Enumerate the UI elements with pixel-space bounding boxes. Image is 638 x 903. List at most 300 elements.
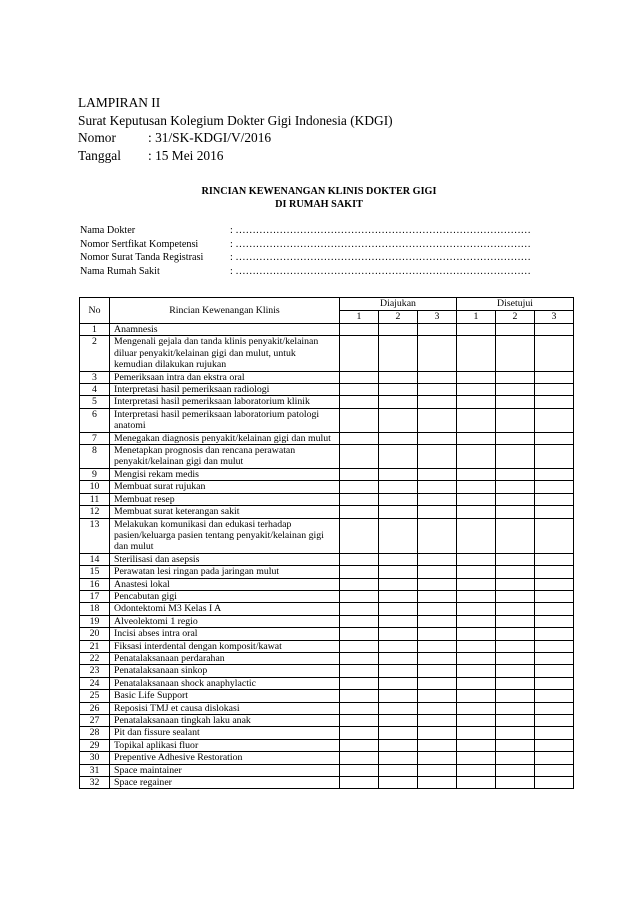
checkbox-cell-diajukan-2[interactable] (379, 677, 418, 689)
checkbox-cell-disetujui-1[interactable] (457, 665, 496, 677)
row-number: 15 (80, 566, 110, 578)
checkbox-cell-diajukan-2[interactable] (379, 702, 418, 714)
checkbox-cell-diajukan-2[interactable] (379, 590, 418, 602)
checkbox-cell-diajukan-1[interactable] (340, 506, 379, 518)
row-number: 21 (80, 640, 110, 652)
checkbox-cell-diajukan-1[interactable] (340, 727, 379, 739)
table-row (80, 408, 574, 432)
checkbox-cell-disetujui-3[interactable] (535, 384, 574, 396)
checkbox-cell-disetujui-1[interactable] (457, 690, 496, 702)
checkbox-cell-diajukan-2[interactable] (379, 506, 418, 518)
checkbox-cell-disetujui-1[interactable] (457, 677, 496, 689)
table-row (80, 764, 574, 776)
kewenangan-table (79, 297, 574, 789)
row-number: 10 (80, 481, 110, 493)
checkbox-cell-diajukan-1[interactable] (340, 553, 379, 565)
field-label: Nama Dokter (80, 225, 136, 236)
row-description: Interpretasi hasil pemeriksaan laboratorium klinik (110, 396, 340, 408)
checkbox-cell-disetujui-1[interactable] (457, 764, 496, 776)
checkbox-cell-disetujui-1[interactable] (457, 777, 496, 789)
row-description: Anamnesis (110, 324, 340, 336)
checkbox-cell-disetujui-2[interactable] (496, 468, 535, 480)
checkbox-cell-diajukan-3[interactable] (418, 677, 457, 689)
checkbox-cell-disetujui-2[interactable] (496, 665, 535, 677)
checkbox-cell-disetujui-3[interactable] (535, 445, 574, 469)
subcol-disetujui-3: 3 (535, 311, 574, 324)
field-label: Nomor Sertfikat Kompetensi (80, 238, 199, 250)
row-number: 28 (80, 727, 110, 739)
checkbox-cell-diajukan-3[interactable] (418, 590, 457, 602)
checkbox-cell-disetujui-1[interactable] (457, 727, 496, 739)
row-number: 7 (80, 432, 110, 444)
checkbox-cell-disetujui-3[interactable] (535, 640, 574, 652)
checkbox-cell-disetujui-2[interactable] (496, 553, 535, 565)
row-number: 4 (80, 384, 110, 396)
tanggal-value: : 15 Mei 2016 (148, 147, 224, 163)
checkbox-cell-disetujui-2[interactable] (496, 690, 535, 702)
row-description: Penatalaksanaan shock anaphylactic (110, 677, 340, 689)
checkbox-cell-disetujui-1[interactable] (457, 336, 496, 371)
checkbox-cell-diajukan-2[interactable] (379, 603, 418, 615)
checkbox-cell-disetujui-3[interactable] (535, 715, 574, 727)
checkbox-cell-diajukan-2[interactable] (379, 690, 418, 702)
checkbox-cell-diajukan-1[interactable] (340, 566, 379, 578)
checkbox-cell-disetujui-2[interactable] (496, 702, 535, 714)
tanggal-label: Tanggal (78, 147, 121, 163)
row-description: Penatalaksanaan tingkah laku anak (110, 715, 340, 727)
table-row (80, 396, 574, 408)
checkbox-cell-disetujui-1[interactable] (457, 518, 496, 553)
row-description: Fiksasi interdental dengan komposit/kawat (110, 640, 340, 652)
checkbox-cell-diajukan-2[interactable] (379, 777, 418, 789)
row-number: 9 (80, 468, 110, 480)
checkbox-cell-diajukan-3[interactable] (418, 324, 457, 336)
checkbox-cell-disetujui-2[interactable] (496, 324, 535, 336)
checkbox-cell-disetujui-1[interactable] (457, 702, 496, 714)
checkbox-cell-disetujui-3[interactable] (535, 739, 574, 751)
checkbox-cell-disetujui-2[interactable] (496, 408, 535, 432)
checkbox-cell-diajukan-1[interactable] (340, 665, 379, 677)
checkbox-cell-disetujui-3[interactable] (535, 553, 574, 565)
col-header-disetujui: Disetujui (457, 298, 574, 311)
checkbox-cell-disetujui-2[interactable] (496, 764, 535, 776)
checkbox-cell-disetujui-3[interactable] (535, 702, 574, 714)
row-number: 25 (80, 690, 110, 702)
title-line-1: RINCIAN KEWENANGAN KLINIS DOKTER GIGI (201, 186, 437, 197)
checkbox-cell-disetujui-3[interactable] (535, 432, 574, 444)
checkbox-cell-diajukan-3[interactable] (418, 764, 457, 776)
checkbox-cell-diajukan-2[interactable] (379, 739, 418, 751)
checkbox-cell-diajukan-2[interactable] (379, 432, 418, 444)
checkbox-cell-diajukan-1[interactable] (340, 715, 379, 727)
checkbox-cell-disetujui-3[interactable] (535, 324, 574, 336)
checkbox-cell-diajukan-3[interactable] (418, 603, 457, 615)
checkbox-cell-diajukan-1[interactable] (340, 432, 379, 444)
checkbox-cell-disetujui-2[interactable] (496, 603, 535, 615)
checkbox-cell-disetujui-1[interactable] (457, 468, 496, 480)
checkbox-cell-disetujui-1[interactable] (457, 553, 496, 565)
checkbox-cell-diajukan-1[interactable] (340, 777, 379, 789)
checkbox-cell-diajukan-3[interactable] (418, 432, 457, 444)
checkbox-cell-diajukan-1[interactable] (340, 336, 379, 371)
checkbox-cell-diajukan-1[interactable] (340, 468, 379, 480)
table-row (80, 739, 574, 751)
checkbox-cell-diajukan-2[interactable] (379, 727, 418, 739)
table-row (80, 727, 574, 739)
header-tanggal-row (78, 147, 393, 165)
checkbox-cell-diajukan-2[interactable] (379, 578, 418, 590)
checkbox-cell-disetujui-2[interactable] (496, 432, 535, 444)
checkbox-cell-diajukan-3[interactable] (418, 481, 457, 493)
row-description: Interpretasi hasil pemeriksaan laboratorium patologi anatomi (110, 408, 340, 432)
nomor-value: : 31/SK-KDGI/V/2016 (148, 130, 272, 145)
checkbox-cell-diajukan-2[interactable] (379, 652, 418, 664)
table-row (80, 640, 574, 652)
table-row (80, 590, 574, 602)
row-description: Pencabutan gigi (110, 590, 340, 602)
checkbox-cell-diajukan-3[interactable] (418, 615, 457, 627)
checkbox-cell-diajukan-1[interactable] (340, 445, 379, 469)
checkbox-cell-disetujui-2[interactable] (496, 506, 535, 518)
checkbox-cell-diajukan-3[interactable] (418, 640, 457, 652)
checkbox-cell-diajukan-3[interactable] (418, 566, 457, 578)
row-number: 1 (80, 324, 110, 336)
checkbox-cell-diajukan-2[interactable] (379, 396, 418, 408)
row-description: Space regainer (110, 777, 340, 789)
col-header-no: No (80, 298, 110, 324)
row-description: Anastesi lokal (110, 578, 340, 590)
checkbox-cell-diajukan-2[interactable] (379, 371, 418, 383)
row-number: 12 (80, 506, 110, 518)
table-row (80, 481, 574, 493)
row-number: 20 (80, 628, 110, 640)
checkbox-cell-diajukan-3[interactable] (418, 553, 457, 565)
checkbox-cell-diajukan-3[interactable] (418, 396, 457, 408)
row-description: Odontektomi M3 Kelas I A (110, 603, 340, 615)
checkbox-cell-disetujui-2[interactable] (496, 384, 535, 396)
row-number: 8 (80, 445, 110, 469)
checkbox-cell-disetujui-3[interactable] (535, 468, 574, 480)
checkbox-cell-disetujui-3[interactable] (535, 518, 574, 553)
checkbox-cell-disetujui-1[interactable] (457, 506, 496, 518)
table-row (80, 371, 574, 383)
checkbox-cell-diajukan-2[interactable] (379, 481, 418, 493)
row-number: 3 (80, 371, 110, 383)
checkbox-cell-disetujui-1[interactable] (457, 408, 496, 432)
row-number: 16 (80, 578, 110, 590)
table-row (80, 665, 574, 677)
table-row (80, 715, 574, 727)
row-description: Membuat surat rujukan (110, 481, 340, 493)
checkbox-cell-diajukan-3[interactable] (418, 493, 457, 505)
field-value-blank: : …………………………………………………………………………… (230, 265, 531, 277)
checkbox-cell-disetujui-3[interactable] (535, 371, 574, 383)
row-description: Space maintainer (110, 764, 340, 776)
checkbox-cell-disetujui-1[interactable] (457, 578, 496, 590)
checkbox-cell-disetujui-3[interactable] (535, 603, 574, 615)
table-row (80, 615, 574, 627)
checkbox-cell-disetujui-1[interactable] (457, 739, 496, 751)
checkbox-cell-disetujui-3[interactable] (535, 590, 574, 602)
checkbox-cell-disetujui-2[interactable] (496, 590, 535, 602)
table-row (80, 384, 574, 396)
checkbox-cell-diajukan-2[interactable] (379, 566, 418, 578)
checkbox-cell-disetujui-1[interactable] (457, 590, 496, 602)
checkbox-cell-diajukan-2[interactable] (379, 408, 418, 432)
checkbox-cell-disetujui-3[interactable] (535, 396, 574, 408)
checkbox-cell-diajukan-1[interactable] (340, 739, 379, 751)
checkbox-cell-disetujui-3[interactable] (535, 408, 574, 432)
subcol-diajukan-1: 1 (340, 311, 379, 324)
row-number: 19 (80, 615, 110, 627)
row-description: Mengenali gejala dan tanda klinis penyakit/kelainan diluar penyakit/kelainan gigi dan mulut, untuk kemudian dilakukan rujukan (110, 336, 340, 371)
checkbox-cell-disetujui-3[interactable] (535, 481, 574, 493)
checkbox-cell-disetujui-3[interactable] (535, 752, 574, 764)
row-number: 5 (80, 396, 110, 408)
subcol-diajukan-3: 3 (418, 311, 457, 324)
table-row (80, 553, 574, 565)
row-number: 2 (80, 336, 110, 371)
checkbox-cell-disetujui-2[interactable] (496, 677, 535, 689)
checkbox-cell-disetujui-1[interactable] (457, 432, 496, 444)
checkbox-cell-disetujui-3[interactable] (535, 615, 574, 627)
checkbox-cell-disetujui-1[interactable] (457, 384, 496, 396)
checkbox-cell-disetujui-2[interactable] (496, 493, 535, 505)
checkbox-cell-disetujui-1[interactable] (457, 371, 496, 383)
checkbox-cell-disetujui-3[interactable] (535, 777, 574, 789)
checkbox-cell-diajukan-1[interactable] (340, 590, 379, 602)
checkbox-cell-disetujui-2[interactable] (496, 652, 535, 664)
field-row-sertifikat (80, 238, 560, 252)
checkbox-cell-diajukan-1[interactable] (340, 481, 379, 493)
row-number: 31 (80, 764, 110, 776)
field-value-blank: : …………………………………………………………………………… (230, 252, 531, 263)
checkbox-cell-disetujui-2[interactable] (496, 518, 535, 553)
checkbox-cell-disetujui-2[interactable] (496, 715, 535, 727)
checkbox-cell-diajukan-3[interactable] (418, 445, 457, 469)
checkbox-cell-diajukan-1[interactable] (340, 628, 379, 640)
row-description: Penatalaksanaan perdarahan (110, 652, 340, 664)
checkbox-cell-disetujui-2[interactable] (496, 739, 535, 751)
checkbox-cell-diajukan-3[interactable] (418, 336, 457, 371)
identity-fields (80, 224, 560, 278)
header-line-surat: Surat Keputusan Kolegium Dokter Gigi Indonesia (KDGI) (78, 112, 393, 128)
checkbox-cell-diajukan-1[interactable] (340, 384, 379, 396)
checkbox-cell-disetujui-2[interactable] (496, 628, 535, 640)
checkbox-cell-diajukan-3[interactable] (418, 665, 457, 677)
checkbox-cell-disetujui-1[interactable] (457, 493, 496, 505)
checkbox-cell-disetujui-1[interactable] (457, 603, 496, 615)
header-line-lampiran: LAMPIRAN II (78, 95, 161, 110)
table-row (80, 336, 574, 371)
checkbox-cell-diajukan-3[interactable] (418, 371, 457, 383)
checkbox-cell-diajukan-3[interactable] (418, 715, 457, 727)
table-row (80, 506, 574, 518)
checkbox-cell-diajukan-2[interactable] (379, 324, 418, 336)
checkbox-cell-disetujui-3[interactable] (535, 665, 574, 677)
title-line-2: DI RUMAH SAKIT (275, 199, 363, 210)
checkbox-cell-diajukan-2[interactable] (379, 468, 418, 480)
checkbox-cell-disetujui-3[interactable] (535, 652, 574, 664)
checkbox-cell-disetujui-3[interactable] (535, 493, 574, 505)
checkbox-cell-diajukan-1[interactable] (340, 690, 379, 702)
checkbox-cell-diajukan-2[interactable] (379, 628, 418, 640)
checkbox-cell-disetujui-1[interactable] (457, 615, 496, 627)
checkbox-cell-disetujui-1[interactable] (457, 715, 496, 727)
row-description: Interpretasi hasil pemeriksaan radiologi (110, 384, 340, 396)
checkbox-cell-diajukan-3[interactable] (418, 739, 457, 751)
row-number: 14 (80, 553, 110, 565)
header-nomor-row (78, 129, 393, 147)
checkbox-cell-diajukan-1[interactable] (340, 493, 379, 505)
checkbox-cell-diajukan-1[interactable] (340, 603, 379, 615)
checkbox-cell-disetujui-2[interactable] (496, 640, 535, 652)
subcol-disetujui-2: 2 (496, 311, 535, 324)
checkbox-cell-disetujui-3[interactable] (535, 727, 574, 739)
checkbox-cell-diajukan-1[interactable] (340, 702, 379, 714)
row-description: Reposisi TMJ et causa dislokasi (110, 702, 340, 714)
document-title (0, 185, 638, 211)
checkbox-cell-disetujui-1[interactable] (457, 396, 496, 408)
checkbox-cell-diajukan-1[interactable] (340, 764, 379, 776)
field-label: Nomor Surat Tanda Registrasi (80, 252, 204, 263)
checkbox-cell-diajukan-3[interactable] (418, 518, 457, 553)
row-number: 24 (80, 677, 110, 689)
checkbox-cell-disetujui-2[interactable] (496, 396, 535, 408)
row-description: Mengisi rekam medis (110, 468, 340, 480)
table-row (80, 677, 574, 689)
checkbox-cell-diajukan-1[interactable] (340, 615, 379, 627)
row-description: Incisi abses intra oral (110, 628, 340, 640)
checkbox-cell-diajukan-2[interactable] (379, 665, 418, 677)
field-label: Nama Rumah Sakit (80, 265, 160, 277)
checkbox-cell-diajukan-2[interactable] (379, 615, 418, 627)
checkbox-cell-diajukan-2[interactable] (379, 764, 418, 776)
checkbox-cell-diajukan-2[interactable] (379, 493, 418, 505)
row-description: Penatalaksanaan sinkop (110, 665, 340, 677)
row-description: Pit dan fissure sealant (110, 727, 340, 739)
field-row-nama-dokter (80, 224, 560, 238)
checkbox-cell-diajukan-2[interactable] (379, 640, 418, 652)
row-number: 32 (80, 777, 110, 789)
checkbox-cell-diajukan-1[interactable] (340, 578, 379, 590)
checkbox-cell-diajukan-1[interactable] (340, 652, 379, 664)
checkbox-cell-disetujui-3[interactable] (535, 506, 574, 518)
table-row (80, 445, 574, 469)
row-description: Basic Life Support (110, 690, 340, 702)
checkbox-cell-disetujui-3[interactable] (535, 677, 574, 689)
checkbox-cell-diajukan-3[interactable] (418, 752, 457, 764)
checkbox-cell-diajukan-2[interactable] (379, 336, 418, 371)
table-row (80, 324, 574, 336)
row-description: Alveolektomi 1 regio (110, 615, 340, 627)
checkbox-cell-disetujui-2[interactable] (496, 336, 535, 371)
field-row-rumah-sakit (80, 265, 560, 279)
checkbox-cell-disetujui-2[interactable] (496, 371, 535, 383)
checkbox-cell-diajukan-3[interactable] (418, 690, 457, 702)
checkbox-cell-disetujui-3[interactable] (535, 764, 574, 776)
checkbox-cell-diajukan-2[interactable] (379, 752, 418, 764)
checkbox-cell-diajukan-1[interactable] (340, 396, 379, 408)
checkbox-cell-diajukan-3[interactable] (418, 468, 457, 480)
checkbox-cell-diajukan-3[interactable] (418, 384, 457, 396)
document-header (78, 94, 393, 164)
checkbox-cell-diajukan-2[interactable] (379, 445, 418, 469)
row-number: 27 (80, 715, 110, 727)
row-number: 17 (80, 590, 110, 602)
checkbox-cell-disetujui-1[interactable] (457, 566, 496, 578)
checkbox-cell-disetujui-2[interactable] (496, 481, 535, 493)
checkbox-cell-disetujui-2[interactable] (496, 777, 535, 789)
checkbox-cell-diajukan-1[interactable] (340, 640, 379, 652)
row-description: Melakukan komunikasi dan edukasi terhadap pasien/keluarga pasien tentang penyakit/kelainan gigi dan mulut (110, 518, 340, 553)
checkbox-cell-diajukan-1[interactable] (340, 518, 379, 553)
table-header-row (80, 298, 574, 311)
checkbox-cell-disetujui-1[interactable] (457, 652, 496, 664)
checkbox-cell-disetujui-3[interactable] (535, 566, 574, 578)
checkbox-cell-disetujui-2[interactable] (496, 615, 535, 627)
checkbox-cell-diajukan-3[interactable] (418, 777, 457, 789)
checkbox-cell-diajukan-2[interactable] (379, 518, 418, 553)
table-row (80, 777, 574, 789)
row-description: Sterilisasi dan asepsis (110, 553, 340, 565)
checkbox-cell-diajukan-3[interactable] (418, 652, 457, 664)
checkbox-cell-diajukan-1[interactable] (340, 677, 379, 689)
checkbox-cell-diajukan-3[interactable] (418, 408, 457, 432)
row-description: Menegakan diagnosis penyakit/kelainan gigi dan mulut (110, 432, 340, 444)
checkbox-cell-diajukan-1[interactable] (340, 408, 379, 432)
col-header-rincian: Rincian Kewenangan Klinis (110, 298, 340, 324)
row-description: Membuat resep (110, 493, 340, 505)
table-row (80, 603, 574, 615)
checkbox-cell-diajukan-3[interactable] (418, 628, 457, 640)
checkbox-cell-diajukan-3[interactable] (418, 578, 457, 590)
checkbox-cell-disetujui-2[interactable] (496, 752, 535, 764)
checkbox-cell-disetujui-1[interactable] (457, 628, 496, 640)
checkbox-cell-disetujui-1[interactable] (457, 324, 496, 336)
subcol-diajukan-2: 2 (379, 311, 418, 324)
checkbox-cell-disetujui-2[interactable] (496, 727, 535, 739)
col-header-diajukan: Diajukan (340, 298, 457, 311)
row-description: Topikal aplikasi fluor (110, 739, 340, 751)
checkbox-cell-diajukan-2[interactable] (379, 715, 418, 727)
checkbox-cell-diajukan-3[interactable] (418, 702, 457, 714)
checkbox-cell-disetujui-2[interactable] (496, 566, 535, 578)
row-number: 13 (80, 518, 110, 553)
checkbox-cell-disetujui-1[interactable] (457, 481, 496, 493)
checkbox-cell-disetujui-2[interactable] (496, 445, 535, 469)
checkbox-cell-diajukan-2[interactable] (379, 384, 418, 396)
row-number: 6 (80, 408, 110, 432)
checkbox-cell-disetujui-1[interactable] (457, 445, 496, 469)
checkbox-cell-diajukan-1[interactable] (340, 324, 379, 336)
checkbox-cell-diajukan-2[interactable] (379, 553, 418, 565)
checkbox-cell-diajukan-3[interactable] (418, 506, 457, 518)
checkbox-cell-disetujui-3[interactable] (535, 578, 574, 590)
checkbox-cell-disetujui-3[interactable] (535, 628, 574, 640)
checkbox-cell-disetujui-2[interactable] (496, 578, 535, 590)
checkbox-cell-disetujui-3[interactable] (535, 336, 574, 371)
row-number: 26 (80, 702, 110, 714)
checkbox-cell-disetujui-3[interactable] (535, 690, 574, 702)
checkbox-cell-disetujui-1[interactable] (457, 640, 496, 652)
row-description: Membuat surat keterangan sakit (110, 506, 340, 518)
checkbox-cell-disetujui-1[interactable] (457, 752, 496, 764)
checkbox-cell-diajukan-3[interactable] (418, 727, 457, 739)
checkbox-cell-diajukan-1[interactable] (340, 371, 379, 383)
table-row (80, 702, 574, 714)
checkbox-cell-diajukan-1[interactable] (340, 752, 379, 764)
